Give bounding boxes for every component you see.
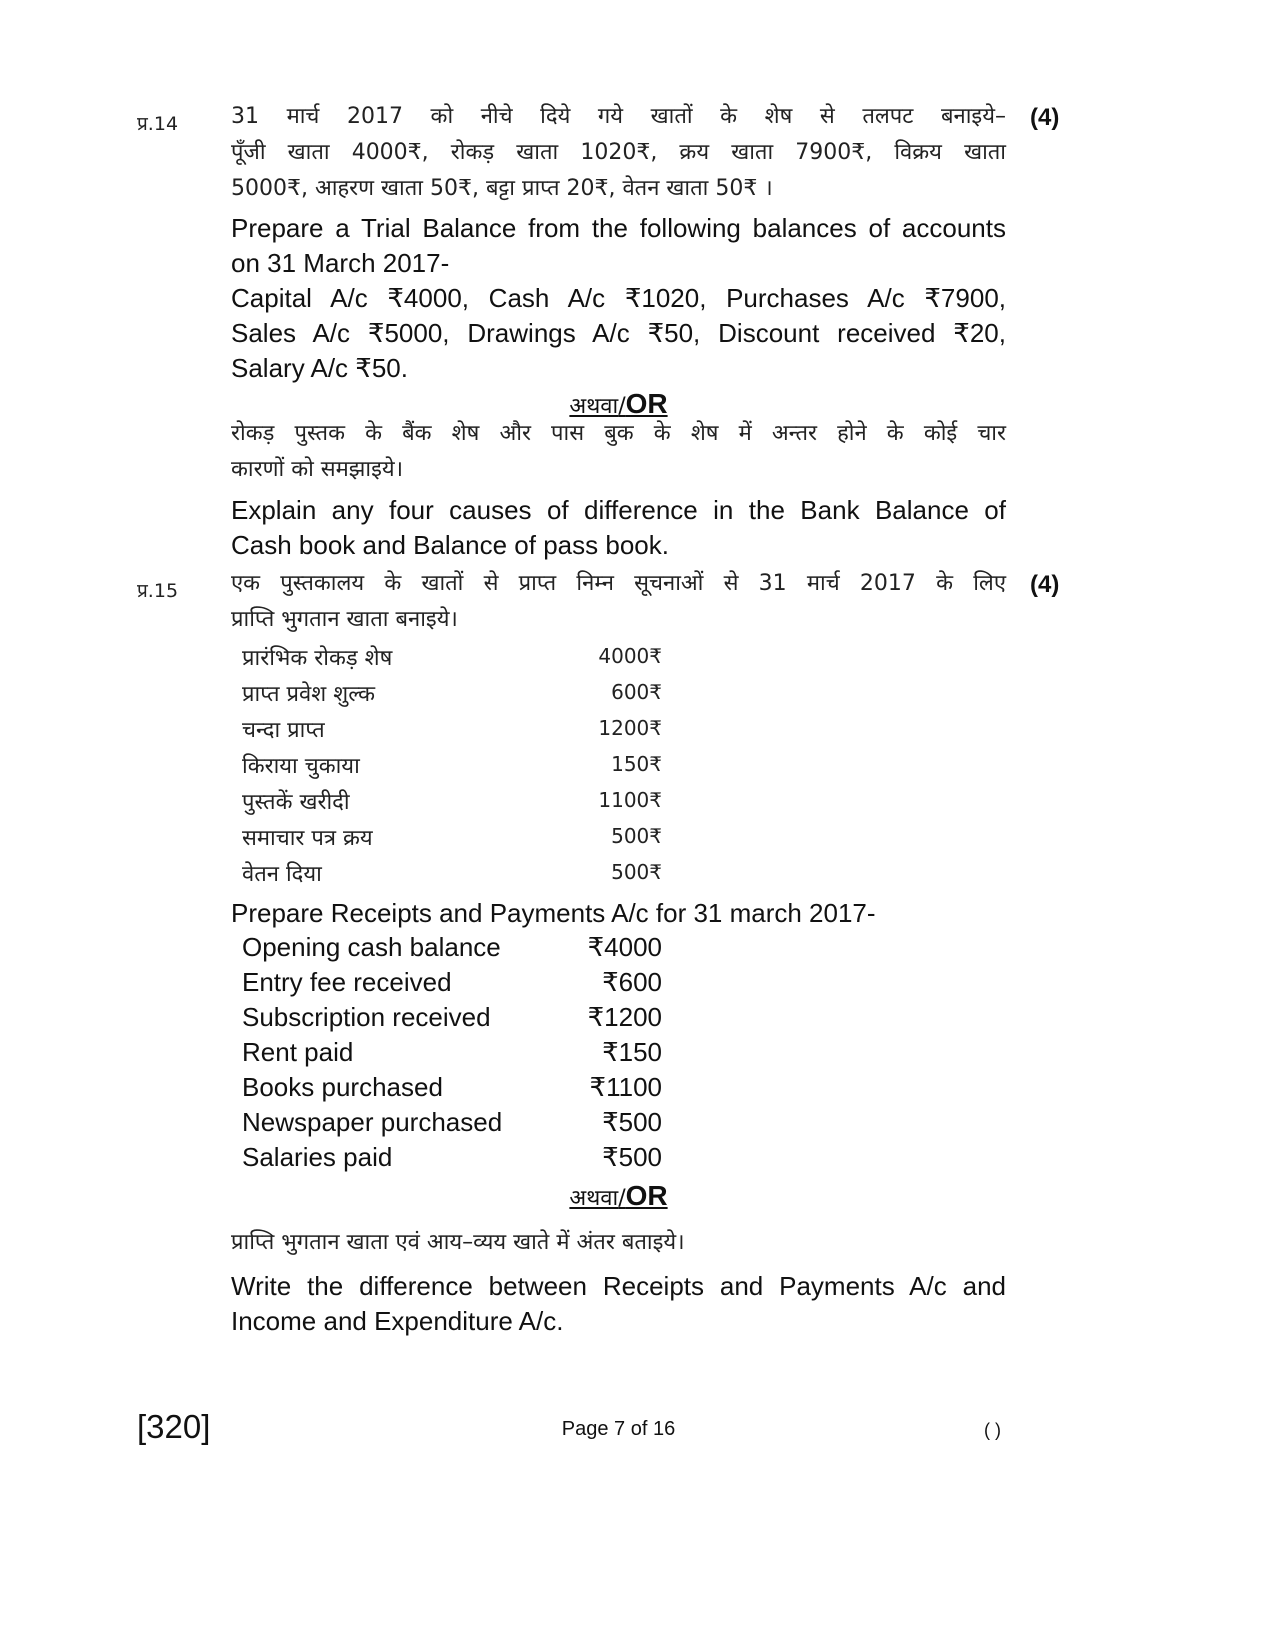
q14-english-line-2: on 31 March 2017- — [231, 248, 450, 278]
q15-or-english: OR — [625, 1180, 668, 1211]
q15-alt-english-line-2: Income and Expenditure A/c. — [231, 1306, 564, 1336]
q14-english-line-4: Sales A/c ₹5000, Drawings A/c ₹50, Discount received ₹20, — [231, 318, 1006, 348]
q15-english-heading: Prepare Receipts and Payments A/c for 31 march 2017- — [231, 898, 876, 928]
q14-or-separator: / — [618, 394, 626, 419]
q15-english-item-amount: ₹500 — [602, 1107, 662, 1137]
q15-hindi-item-amount: 1100₹ — [598, 788, 662, 812]
q15-english-item-label: Subscription received — [242, 1002, 491, 1032]
q15-english-item — [242, 1072, 662, 1108]
q15-hindi-item-amount: 1200₹ — [598, 716, 662, 740]
q15-hindi-item — [242, 642, 662, 678]
q15-alt-hindi-line-1: प्राप्ति भुगतान खाता एवं आय–व्यय खाते में अंतर बताइये। — [231, 1230, 685, 1255]
q15-english-item — [242, 1107, 662, 1143]
q15-english-item-label: Opening cash balance — [242, 932, 501, 962]
q14-hindi-line-1: 31 मार्च 2017 को नीचे दिये गये खातों के शेष से तलपट बनाइये– — [231, 104, 1006, 129]
q15-english-item-label: Salaries paid — [242, 1142, 393, 1172]
q15-english-item-amount: ₹1100 — [589, 1072, 662, 1102]
q15-english-item-amount: ₹500 — [602, 1142, 662, 1172]
q15-hindi-item-amount: 600₹ — [611, 680, 662, 704]
q15-or-separator: / — [618, 1186, 626, 1211]
q14-marks: (4) — [1030, 104, 1060, 131]
q15-hindi-item — [242, 678, 662, 714]
q14-alt-english-line-1: Explain any four causes of difference in the Bank Balance of — [231, 495, 1006, 525]
q15-hindi-item-label: वेतन दिया — [242, 862, 322, 887]
q15-english-item-label: Newspaper purchased — [242, 1107, 503, 1137]
q15-english-item — [242, 967, 662, 1003]
q15-marks: (4) — [1030, 571, 1060, 598]
q14-hindi-line-2: पूँजी खाता 4000₹, रोकड़ खाता 1020₹, क्रय खाता 7900₹, विक्रय खाता — [231, 140, 1006, 165]
page-number: Page 7 of 16 — [561, 1418, 676, 1440]
q15-or-hindi: अथवा — [569, 1186, 619, 1211]
q15-hindi-item — [242, 750, 662, 786]
q15-hindi-line-2: प्राप्ति भुगतान खाता बनाइये। — [231, 607, 458, 632]
q15-or-divider — [0, 1180, 1237, 1212]
q15-english-item-label: Rent paid — [242, 1037, 354, 1067]
q15-hindi-item — [242, 714, 662, 750]
q15-number: प्र.15 — [137, 580, 179, 602]
q15-english-item — [242, 1002, 662, 1038]
q15-english-item — [242, 932, 662, 968]
q15-english-item-label: Books purchased — [242, 1072, 443, 1102]
q14-hindi-line-3: 5000₹, आहरण खाता 50₹, बट्टा प्राप्त 20₹, वेतन खाता 50₹ । — [231, 176, 773, 201]
q15-hindi-line-1: एक पुस्तकालय के खातों से प्राप्त निम्न सूचनाओं से 31 मार्च 2017 के लिए — [231, 571, 1006, 596]
q14-number: प्र.14 — [137, 113, 179, 135]
q15-english-item-amount: ₹150 — [602, 1037, 662, 1067]
q14-alt-hindi-line-1: रोकड़ पुस्तक के बैंक शेष और पास बुक के शेष में अन्तर होने के कोई चार — [231, 421, 1006, 446]
q15-english-item — [242, 1037, 662, 1073]
q14-or-english: OR — [625, 388, 668, 419]
q14-english-line-5: Salary A/c ₹50. — [231, 353, 408, 383]
q15-english-item-amount: ₹4000 — [587, 932, 662, 962]
q15-hindi-item-label: पुस्तकें खरीदी — [242, 790, 350, 815]
q14-english-line-3: Capital A/c ₹4000, Cash A/c ₹1020, Purchases A/c ₹7900, — [231, 283, 1006, 313]
q15-hindi-item-label: समाचार पत्र क्रय — [242, 826, 373, 851]
q15-hindi-item-label: चन्दा प्राप्त — [242, 718, 325, 743]
q15-hindi-item-amount: 500₹ — [611, 860, 662, 884]
q15-hindi-item-amount: 500₹ — [611, 824, 662, 848]
q14-alt-english-line-2: Cash book and Balance of pass book. — [231, 530, 669, 560]
q15-alt-english-line-1: Write the difference between Receipts and Payments A/c and — [231, 1271, 1006, 1301]
q14-alt-hindi-line-2: कारणों को समझाइये। — [231, 457, 404, 482]
q15-hindi-item-amount: 4000₹ — [598, 644, 662, 668]
paper-code: [320] — [137, 1408, 211, 1445]
q15-hindi-item-label: प्रारंभिक रोकड़ शेष — [242, 646, 393, 671]
q15-english-item-amount: ₹600 — [602, 967, 662, 997]
q14-english-line-1: Prepare a Trial Balance from the following balances of accounts — [231, 213, 1006, 243]
q15-hindi-item — [242, 822, 662, 858]
q15-hindi-item-amount: 150₹ — [611, 752, 662, 776]
q15-hindi-item-label: प्राप्त प्रवेश शुल्क — [242, 682, 376, 707]
q15-hindi-item — [242, 858, 662, 894]
q15-hindi-item-label: किराया चुकाया — [242, 754, 360, 779]
q15-english-item — [242, 1142, 662, 1178]
q15-hindi-item — [242, 786, 662, 822]
q15-english-item-label: Entry fee received — [242, 967, 452, 997]
footer-parentheses: ( ) — [984, 1420, 1001, 1440]
q14-or-hindi: अथवा — [569, 394, 619, 419]
q15-english-item-amount: ₹1200 — [587, 1002, 662, 1032]
